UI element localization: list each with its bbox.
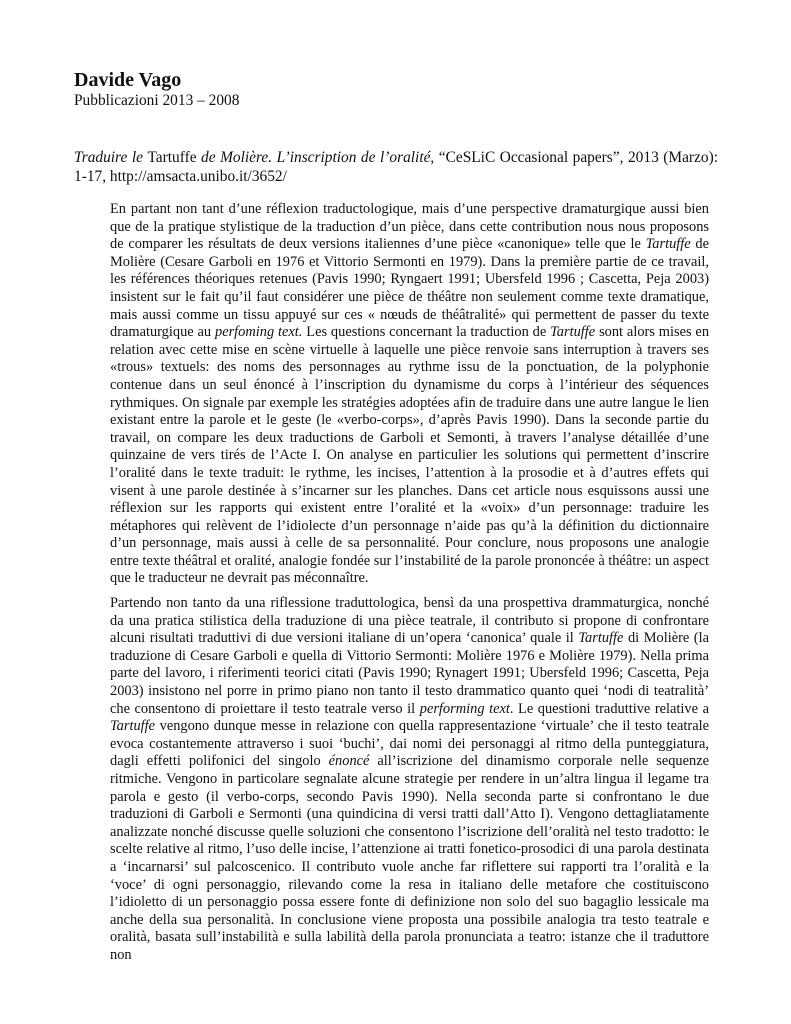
abstract-text: Les questions concernant la traduction de bbox=[302, 324, 551, 341]
abstract-italic: Tartuffe bbox=[645, 236, 691, 253]
abstract-italic: énoncé bbox=[328, 753, 370, 770]
abstract-text: En partant non tant d’une réflexion traductologique, mais d’une perspective dramaturgique aussi bien que de la pratique stylistique de la traduction d’un pièce, dans cette contribution nous nous proposons de comparer les résultats de deux versions italiennes d’une pièce «canonique» telle que le bbox=[110, 201, 709, 253]
abstract-text: sont alors mises en relation avec cette mise en scène virtuelle à laquelle une pièce renvoie sans interruption à travers ses «trous» textuels: des noms des personnages au rythme issu de la ponctuation, de la polyphonie contenue dans un seul énoncé à l’inscription du dynamisme du corps à l’intérieur des séquences rythmiques. On signale par exemple les stratégies adoptées afin de traduire dans une autre langue le lien existant entre la parole et le geste (le «verbo-corps», d’après Pavis 1990). Dans la seconde partie du travail, on compare les deux traductions de Garboli et Semonti, à travers l’analyse détaillée d’une quinzaine de vers tirés de l’Acte I. On analyse en particulier les solutions qui permettent d’inscrire l’oralité dans le texte traduit: le rythme, les incises, l’attention à la prosodie et à d’autres effets qui visent à une parole destinée à s’incarner sur les planches. Dans cet article nous esquissons aussi une réflexion sur les rapports qui existent entre l’oralité et la «voix» d’un personnage: traduire les métaphores qui relèvent de l’idiolecte d’un personnage n’aide pas qu’à la définition du dictionnaire d’un personnage, mais aussi à celle de sa personnalité. Pour conclure, nous proposons une analogie entre texte théâtral et oralité, analogie fondée sur l’instabilité de la parole prononcée à théâtre: un aspect que le traducteur ne devrait pas méconnaître. bbox=[110, 324, 710, 587]
abstract-text: Partendo non tanto da una riflessione traduttologica, bensì da una prospettiva drammaturgica, nonché da una pratica stilistica della traduzione di una pièce teatrale, il contributo si propone di confrontare alcuni risultati traduttivi di due versioni italiane di un’opera ‘canonica’ quale il bbox=[110, 595, 709, 647]
abstract-italic: Tartuffe bbox=[550, 324, 596, 341]
abstract-text: di Molière (la traduzione di Cesare Garboli e quella di Vittorio Sermonti: Molière 1976 e Molière 1979). Nella prima parte del lavoro, i riferimenti teorici citati (Pavis 1990; Rynagert 1991; Ubersfeld 1996; Cascetta, Peja 2003) insistono nel porre in primo piano non tanto il testo drammatico quanto quei ‘nodi di teatralità’ che consentono di proiettare il testo teatrale verso il bbox=[110, 630, 709, 717]
citation-title-part: Traduire le bbox=[74, 149, 148, 166]
publications-subtitle: Pubblicazioni 2013 – 2008 bbox=[74, 92, 240, 109]
abstract-italic: perfoming text. bbox=[215, 324, 303, 341]
author-name: Davide Vago bbox=[74, 69, 182, 91]
abstract-italic: performing text bbox=[419, 700, 510, 717]
abstract-text: vengono dunque messe in relazione con quella rappresentazione ‘virtuale’ che il testo teatrale evoca costantemente attraverso i suoi ‘buchi’, dai nomi dei personaggi al ritmo della punteggiatura, dagli effetti polifonici del singolo bbox=[110, 718, 709, 770]
citation-details: , “CeSLiC Occasional papers”, 2013 (Marzo): 1-17, http://amsacta.unibo.it/3652/ bbox=[74, 149, 718, 185]
abstract-italic: Tartuffe bbox=[110, 718, 156, 735]
abstract-text: all’iscrizione del dinamismo corporale nelle sequenze ritmiche. Vengono in particolare segnalate alcune strategie per rendere in un’altra lingua il legame tra parola e gesto (il verbo-corps, secondo Pavis 1990). Nella seconda parte si confrontano le due traduzioni di Garboli e Sermonti (una quindicina di versi tratti dall’Atto I). Vengono dettagliatamente analizzate nonché discusse quelle soluzioni che consentono l’iscrizione dell’oralità nel testo tradotto: le scelte relative al ritmo, l’uso delle incise, l’attenzione ai tratti fonetico-prosodici di una parola destinata a ‘incarnarsi’ sul palcoscenico. Il contributo vuole anche far riflettere sui rapporti tra l’oralità e la ‘voce’ di ogni personaggio, rilevando come la resa in italiano delle metafore che costituiscono l’idioletto di un personaggio possa essere fonte di definizione non solo del suo bagaglio lessicale ma anche della sua personalità. In conclusione viene proposta una possibile analogia tra testo teatrale e oralità, basata sull’instabilità e sulla labilità della parola pronunciata a teatro: istanze che il traduttore non bbox=[110, 753, 709, 963]
abstract-italic: Tartuffe bbox=[578, 630, 624, 647]
abstract-french bbox=[110, 201, 709, 588]
citation-work-title: Tartuffe bbox=[147, 149, 197, 166]
abstract-text: de Molière (Cesare Garboli en 1976 et Vittorio Sermonti en 1979). Dans la première partie de ce travail, les références théoriques retenues (Pavis 1990; Ryngaert 1991; Ubersfeld 1996 ; Cascetta, Peja 2003) insistent sur le fait qu’il faut considérer une pièce de théâtre non seulement comme texte dramatique, mais aussi comme un tissu appuyé sur ces « nœuds de théâtralité» qui permettent de passer du texte dramaturgique au bbox=[110, 236, 710, 341]
abstract-text: . Le questioni traduttive relative a bbox=[509, 700, 709, 717]
publication-citation bbox=[74, 149, 718, 186]
abstract-italian bbox=[110, 595, 709, 964]
citation-title-part: de Molière. L’inscription de l’oralité bbox=[196, 149, 431, 166]
